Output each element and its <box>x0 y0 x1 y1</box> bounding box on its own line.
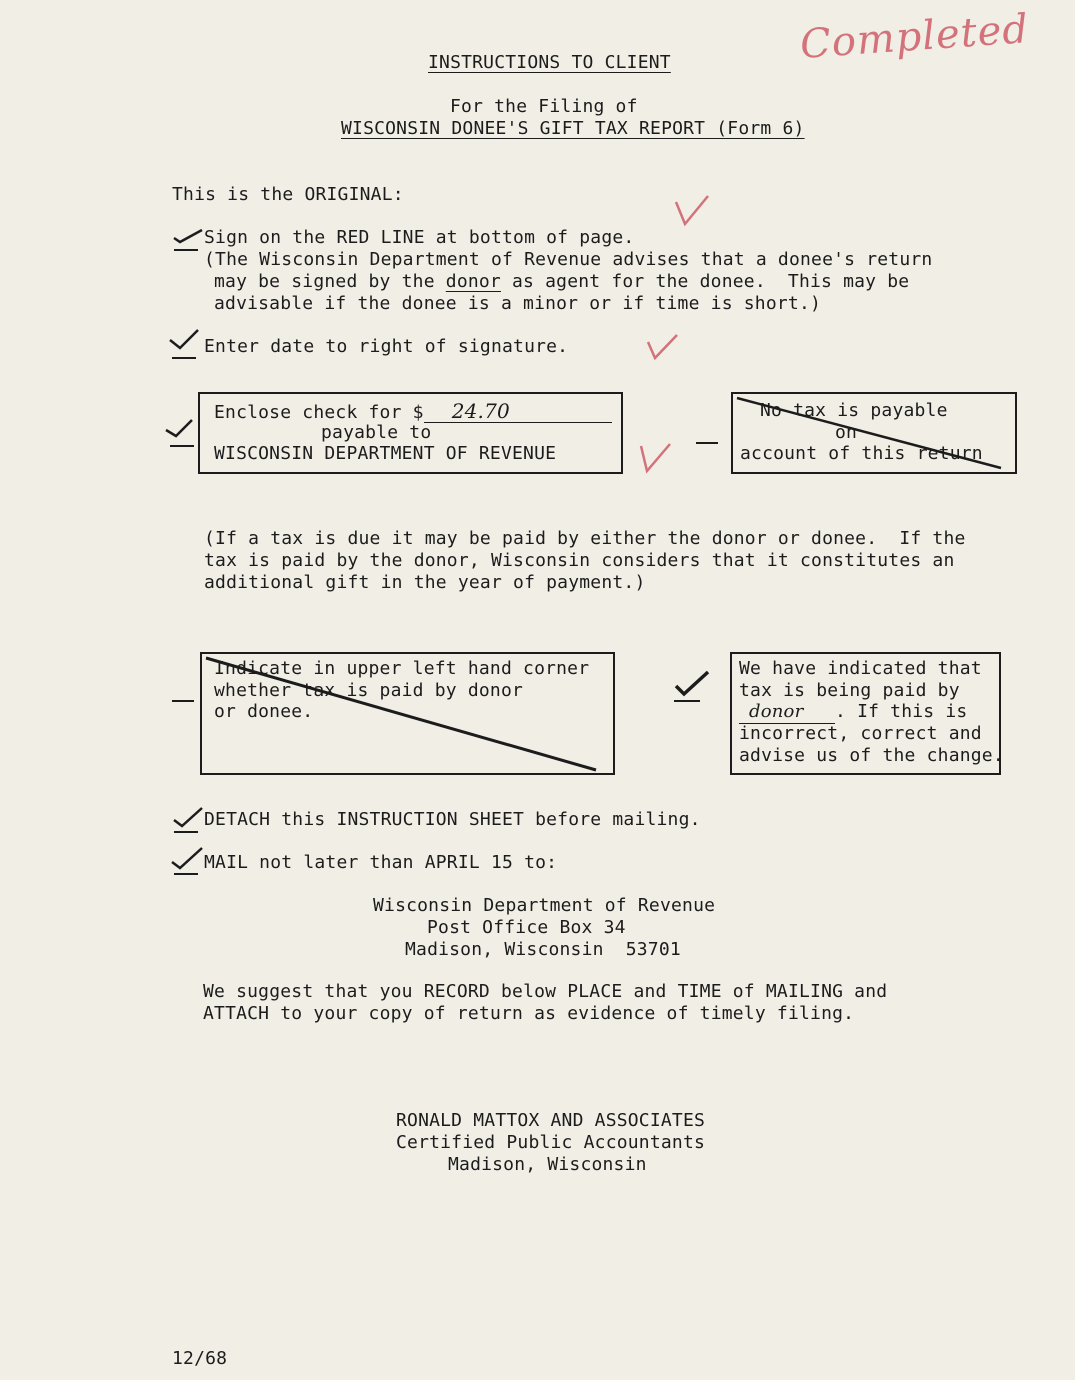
sign-note-line: (The Wisconsin Department of Revenue advises that a donee's return <box>204 249 933 270</box>
indicate-line: or donee. <box>214 701 314 722</box>
check-amount: 24.70 <box>424 400 612 423</box>
mail-instruction: MAIL not later than APRIL 15 to: <box>204 852 558 873</box>
tax-note-line: additional gift in the year of payment.) <box>204 572 646 593</box>
suggest-line: We suggest that you RECORD below PLACE and TIME of MAILING and <box>203 981 888 1002</box>
address-line: Wisconsin Department of Revenue <box>373 895 716 916</box>
no-tax-line: account of this return <box>740 443 983 464</box>
red-check-icon <box>672 194 712 230</box>
firm-name: RONALD MATTOX AND ASSOCIATES <box>396 1110 706 1131</box>
unchecked-dash <box>172 700 194 702</box>
check-mark-icon <box>172 804 206 834</box>
tax-note-line: tax is paid by the donor, Wisconsin considers that it constitutes an <box>204 550 955 571</box>
department-line: WISCONSIN DEPARTMENT OF REVENUE <box>214 443 557 464</box>
page-title: INSTRUCTIONS TO CLIENT <box>428 52 671 73</box>
unchecked-dash <box>696 442 718 444</box>
form-title: WISCONSIN DONEE'S GIFT TAX REPORT (Form 6) <box>341 118 805 139</box>
strike-through-line <box>202 654 613 773</box>
red-check-icon <box>645 332 681 362</box>
indicate-line: whether tax is paid by donor <box>214 680 524 701</box>
address-line: Madison, Wisconsin 53701 <box>405 939 681 960</box>
payable-to-line: payable to <box>321 422 432 443</box>
enclose-check-line: Enclose check for $ 24.70 <box>214 400 612 424</box>
tax-note-line: (If a tax is due it may be paid by either the donor or donee. If the <box>204 528 966 549</box>
indicated-line: tax is being paid by <box>739 680 960 701</box>
firm-location: Madison, Wisconsin <box>448 1154 647 1175</box>
original-heading: This is the ORIGINAL: <box>172 184 404 205</box>
sign-note-line: advisable if the donee is a minor or if time is short.) <box>214 293 822 314</box>
sign-note-line: may be signed by the donor as agent for the donee. This may be <box>214 271 910 292</box>
red-check-icon <box>638 440 674 474</box>
firm-descriptor: Certified Public Accountants <box>396 1132 706 1153</box>
indicated-line: donor . If this is <box>739 701 967 724</box>
completed-annotation: Completed <box>798 6 1031 68</box>
indicated-line: We have indicated that <box>739 658 982 679</box>
indicated-line: advise us of the change. <box>739 745 1004 766</box>
check-mark-icon <box>170 844 206 876</box>
check-mark-icon <box>172 224 206 254</box>
check-mark-icon <box>168 326 202 360</box>
date-instruction: Enter date to right of signature. <box>204 336 569 357</box>
indicated-line: incorrect, correct and <box>739 723 982 744</box>
strike-through-line <box>733 394 1015 472</box>
address-line: Post Office Box 34 <box>427 917 626 938</box>
check-mark-icon <box>672 668 712 704</box>
no-tax-line: No tax is payable <box>760 400 948 421</box>
subtitle-line: For the Filing of <box>450 96 638 117</box>
no-tax-line: on <box>835 422 858 443</box>
sign-instruction: Sign on the RED LINE at bottom of page. <box>204 227 635 248</box>
suggest-line: ATTACH to your copy of return as evidence of timely filing. <box>203 1003 855 1024</box>
check-mark-icon <box>164 416 198 450</box>
donor-word: donor <box>445 271 501 292</box>
form-code: 12/68 <box>172 1348 228 1369</box>
detach-instruction: DETACH this INSTRUCTION SHEET before mailing. <box>204 809 701 830</box>
indicate-line: Indicate in upper left hand corner <box>214 658 590 679</box>
payer-value: donor <box>739 701 835 724</box>
